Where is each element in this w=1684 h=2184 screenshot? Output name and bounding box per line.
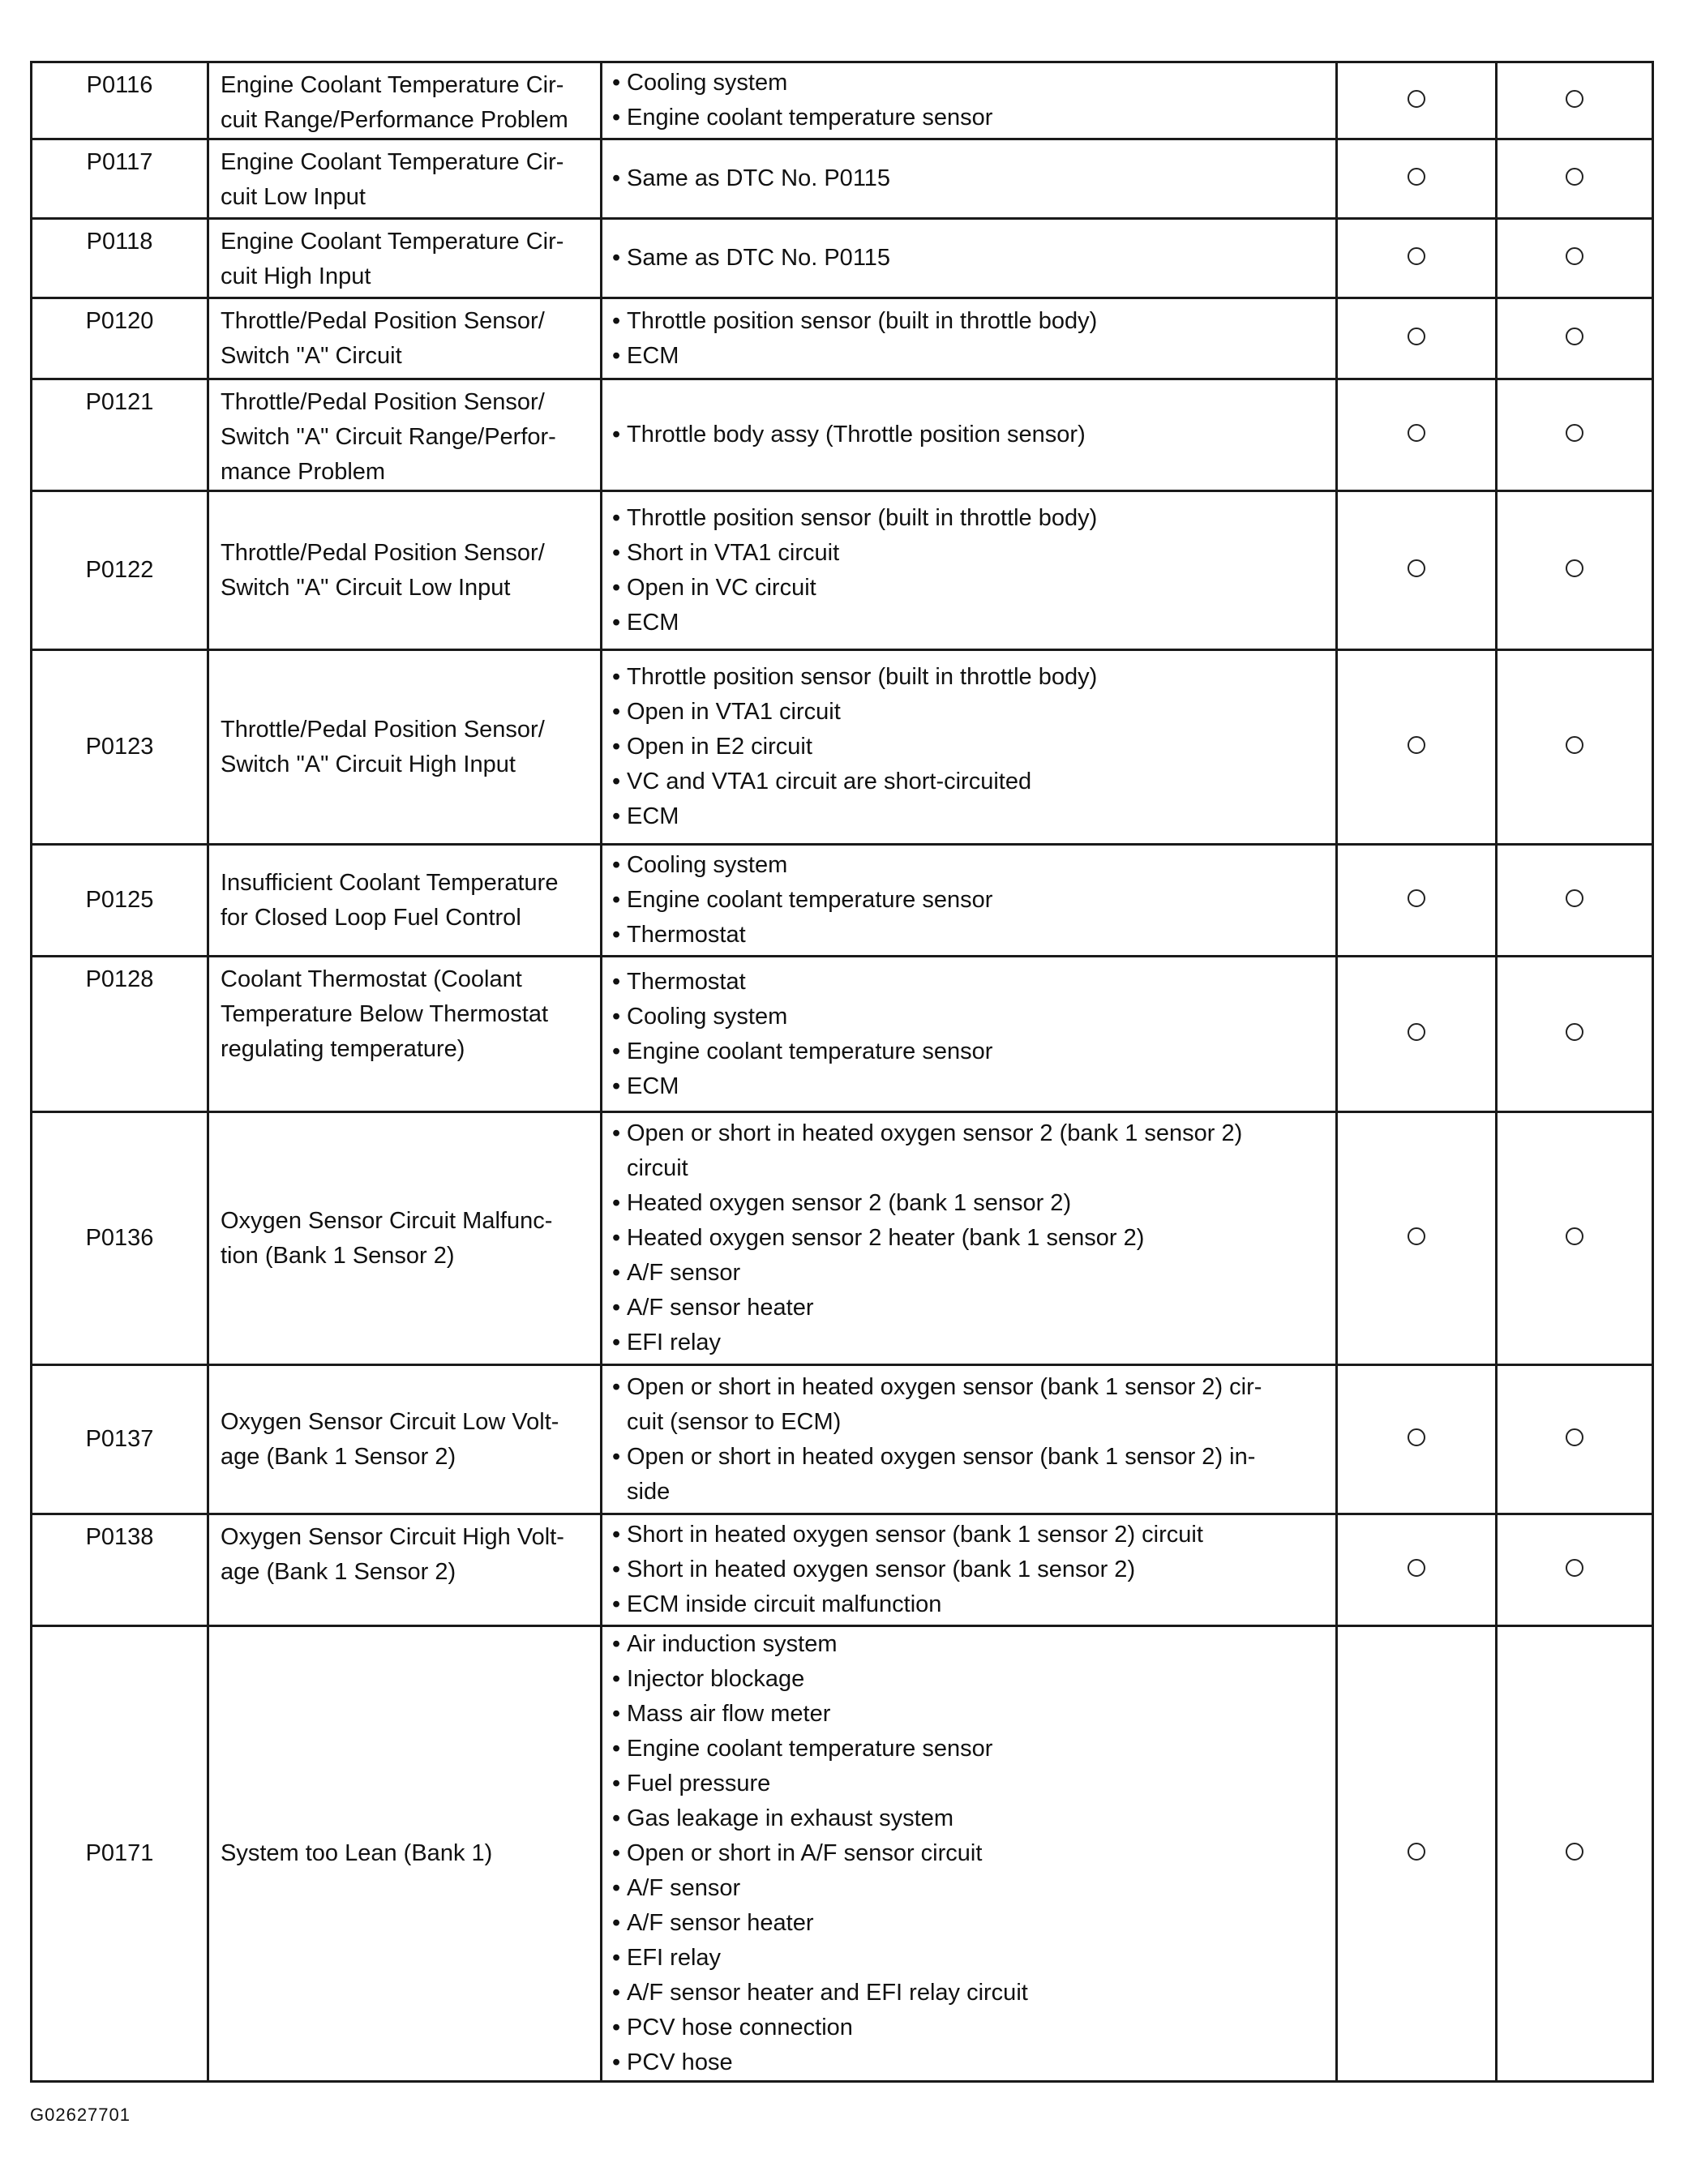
memory-cell bbox=[1497, 379, 1653, 491]
mil-cell bbox=[1337, 1112, 1497, 1365]
dtc-table-body bbox=[32, 62, 1653, 2082]
trouble-area-text: • ECM bbox=[627, 609, 679, 636]
trouble-area-text: • Short in heated oxygen sensor (bank 1 sensor 2) bbox=[627, 1557, 1136, 1582]
memory-cell bbox=[1497, 1626, 1653, 2082]
trouble-area-text: • Same as DTC No. P0115 bbox=[627, 165, 891, 191]
dtc-code: P0137 bbox=[85, 1426, 154, 1452]
dtc-code: P0136 bbox=[85, 1225, 154, 1251]
trouble-area-item bbox=[612, 848, 1327, 883]
trouble-area-text: • Open or short in A/F sensor circuit bbox=[627, 1840, 983, 1866]
detection-item-line: Switch "A" Circuit bbox=[221, 343, 402, 369]
trouble-area-text: • Cooling system bbox=[627, 1003, 788, 1030]
mil-cell bbox=[1337, 1365, 1497, 1514]
dtc-code: P0123 bbox=[85, 734, 154, 760]
trouble-area-list bbox=[612, 965, 1327, 1104]
trouble-area-cell bbox=[602, 1514, 1337, 1626]
memory-cell bbox=[1497, 139, 1653, 219]
detection-item-cell bbox=[208, 491, 602, 650]
trouble-area-text: • Mass air flow meter bbox=[627, 1701, 831, 1727]
detection-item-line: cuit Range/Performance Problem bbox=[221, 107, 568, 133]
trouble-area-item bbox=[612, 730, 1327, 764]
detection-item-cell bbox=[208, 219, 602, 298]
trouble-area-text: • A/F sensor bbox=[627, 1875, 741, 1901]
dtc-code-cell bbox=[32, 845, 208, 957]
trouble-area-item bbox=[612, 2011, 1327, 2045]
dtc-code-cell bbox=[32, 491, 208, 650]
trouble-area-item bbox=[612, 1221, 1327, 1256]
trouble-area-item bbox=[612, 501, 1327, 536]
trouble-area-list bbox=[612, 1116, 1327, 1360]
detection-item-line: mance Problem bbox=[221, 459, 386, 485]
trouble-area-text: • ECM bbox=[627, 342, 679, 369]
detection-item-line: age (Bank 1 Sensor 2) bbox=[221, 1559, 456, 1585]
trouble-area-text: • Injector blockage bbox=[627, 1666, 805, 1692]
mil-cell bbox=[1337, 298, 1497, 379]
trouble-area-text: • Thermostat bbox=[627, 968, 746, 995]
detection-item-line: Throttle/Pedal Position Sensor/ bbox=[221, 389, 545, 415]
memory-cell bbox=[1497, 298, 1653, 379]
mil-circle-icon bbox=[1408, 559, 1425, 577]
memory-circle-icon bbox=[1566, 1559, 1583, 1577]
mil-cell bbox=[1337, 1514, 1497, 1626]
mil-cell bbox=[1337, 1626, 1497, 2082]
dtc-code: P0116 bbox=[86, 72, 153, 98]
mil-cell bbox=[1337, 491, 1497, 650]
detection-item-line: for Closed Loop Fuel Control bbox=[221, 904, 521, 931]
trouble-area-text: • Gas leakage in exhaust system bbox=[627, 1805, 953, 1831]
mil-circle-icon bbox=[1408, 1023, 1425, 1041]
trouble-area-cell bbox=[602, 650, 1337, 845]
dtc-code-cell bbox=[32, 379, 208, 491]
mil-circle-icon bbox=[1408, 1428, 1425, 1446]
trouble-area-list bbox=[612, 418, 1327, 452]
trouble-area-text: • Cooling system bbox=[627, 70, 788, 96]
trouble-area-item bbox=[612, 1518, 1327, 1552]
table-row bbox=[32, 219, 1653, 298]
dtc-table bbox=[30, 61, 1654, 2083]
detection-item-cell bbox=[208, 957, 602, 1112]
mil-circle-icon bbox=[1408, 90, 1425, 108]
trouble-area-list bbox=[612, 848, 1327, 953]
trouble-area-item bbox=[612, 1325, 1327, 1360]
detection-item-cell bbox=[208, 1112, 602, 1365]
trouble-area-text: circuit bbox=[627, 1155, 688, 1181]
trouble-area-text: • ECM bbox=[627, 1073, 679, 1099]
detection-item-line: Switch "A" Circuit High Input bbox=[221, 751, 516, 777]
memory-circle-icon bbox=[1566, 424, 1583, 442]
dtc-code-cell bbox=[32, 1112, 208, 1365]
mil-circle-icon bbox=[1408, 1227, 1425, 1245]
trouble-area-cell bbox=[602, 491, 1337, 650]
trouble-area-list bbox=[612, 161, 1327, 196]
trouble-area-text: • Short in VTA1 circuit bbox=[627, 539, 840, 566]
trouble-area-list bbox=[612, 501, 1327, 640]
dtc-code: P0128 bbox=[85, 966, 154, 992]
trouble-area-item bbox=[612, 1941, 1327, 1976]
table-row bbox=[32, 1626, 1653, 2082]
detection-item-line: Throttle/Pedal Position Sensor/ bbox=[221, 539, 545, 566]
memory-circle-icon bbox=[1566, 90, 1583, 108]
trouble-area-list bbox=[612, 241, 1327, 276]
detection-item-line: Oxygen Sensor Circuit High Volt- bbox=[221, 1524, 564, 1550]
detection-item-line: regulating temperature) bbox=[221, 1036, 465, 1062]
trouble-area-item bbox=[612, 304, 1327, 339]
memory-cell bbox=[1497, 845, 1653, 957]
trouble-area-text: • Open in E2 circuit bbox=[627, 734, 812, 760]
trouble-area-item bbox=[612, 660, 1327, 695]
table-row bbox=[32, 379, 1653, 491]
trouble-area-item bbox=[612, 101, 1327, 135]
table-row bbox=[32, 298, 1653, 379]
trouble-area-item bbox=[612, 161, 1327, 196]
trouble-area-text: • A/F sensor bbox=[627, 1260, 741, 1286]
trouble-area-item bbox=[612, 339, 1327, 374]
dtc-code-cell bbox=[32, 298, 208, 379]
trouble-area-item bbox=[612, 571, 1327, 606]
trouble-area-text: • Engine coolant temperature sensor bbox=[627, 1736, 993, 1762]
detection-item-cell bbox=[208, 650, 602, 845]
dtc-code-cell bbox=[32, 957, 208, 1112]
trouble-area-text: cuit (sensor to ECM) bbox=[627, 1408, 842, 1435]
trouble-area-text: • Heated oxygen sensor 2 heater (bank 1 sensor 2) bbox=[627, 1225, 1145, 1251]
dtc-code: P0138 bbox=[85, 1524, 154, 1550]
trouble-area-text: • Throttle position sensor (built in throttle body) bbox=[627, 664, 1098, 690]
trouble-area-text: • Open or short in heated oxygen sensor (bank 1 sensor 2) in- bbox=[627, 1443, 1256, 1470]
trouble-area-text: • Cooling system bbox=[627, 852, 788, 878]
mil-cell bbox=[1337, 139, 1497, 219]
memory-circle-icon bbox=[1566, 559, 1583, 577]
trouble-area-item bbox=[612, 2045, 1327, 2080]
detection-item-line: System too Lean (Bank 1) bbox=[221, 1840, 493, 1866]
trouble-area-item bbox=[612, 799, 1327, 834]
table-row bbox=[32, 1514, 1653, 1626]
detection-item-line: Engine Coolant Temperature Cir- bbox=[221, 149, 564, 175]
trouble-area-text: • Air induction system bbox=[627, 1631, 838, 1657]
trouble-area-cell bbox=[602, 957, 1337, 1112]
trouble-area-item bbox=[612, 1836, 1327, 1871]
detection-item-cell bbox=[208, 379, 602, 491]
memory-circle-icon bbox=[1566, 1227, 1583, 1245]
mil-circle-icon bbox=[1408, 424, 1425, 442]
trouble-area-item bbox=[612, 1000, 1327, 1034]
memory-circle-icon bbox=[1566, 247, 1583, 265]
dtc-code-cell bbox=[32, 1365, 208, 1514]
trouble-area-item bbox=[612, 1906, 1327, 1941]
detection-item-cell bbox=[208, 845, 602, 957]
mil-circle-icon bbox=[1408, 168, 1425, 186]
detection-item-line: Oxygen Sensor Circuit Low Volt- bbox=[221, 1408, 559, 1435]
memory-cell bbox=[1497, 1365, 1653, 1514]
trouble-area-text: • Same as DTC No. P0115 bbox=[627, 245, 891, 271]
memory-circle-icon bbox=[1566, 736, 1583, 754]
table-row bbox=[32, 491, 1653, 650]
table-row bbox=[32, 1365, 1653, 1514]
table-row bbox=[32, 1112, 1653, 1365]
trouble-area-item bbox=[612, 965, 1327, 1000]
memory-cell bbox=[1497, 219, 1653, 298]
trouble-area-text: • Fuel pressure bbox=[627, 1771, 771, 1796]
dtc-code-cell bbox=[32, 219, 208, 298]
dtc-code: P0117 bbox=[86, 149, 153, 175]
dtc-code: P0125 bbox=[85, 887, 154, 913]
mil-cell bbox=[1337, 957, 1497, 1112]
mil-cell bbox=[1337, 650, 1497, 845]
trouble-area-item bbox=[612, 1291, 1327, 1325]
dtc-code-cell bbox=[32, 139, 208, 219]
trouble-area-text: • Throttle position sensor (built in throttle body) bbox=[627, 307, 1098, 334]
mil-cell bbox=[1337, 379, 1497, 491]
trouble-area-text: • ECM bbox=[627, 803, 679, 829]
mil-cell bbox=[1337, 845, 1497, 957]
dtc-code-cell bbox=[32, 1626, 208, 2082]
detection-item-line: Insufficient Coolant Temperature bbox=[221, 869, 559, 896]
detection-item-line: Switch "A" Circuit Low Input bbox=[221, 574, 511, 601]
trouble-area-item bbox=[612, 536, 1327, 571]
trouble-area-cell bbox=[602, 298, 1337, 379]
trouble-area-cell bbox=[602, 1365, 1337, 1514]
trouble-area-item bbox=[612, 1627, 1327, 1662]
detection-item-line: Oxygen Sensor Circuit Malfunc- bbox=[221, 1207, 553, 1234]
memory-cell bbox=[1497, 1112, 1653, 1365]
trouble-area-item bbox=[612, 241, 1327, 276]
trouble-area-text: • Open or short in heated oxygen sensor (bank 1 sensor 2) cir- bbox=[627, 1373, 1262, 1400]
detection-item-cell bbox=[208, 1365, 602, 1514]
trouble-area-item bbox=[612, 1587, 1327, 1622]
trouble-area-item bbox=[612, 764, 1327, 799]
trouble-area-text: • Open in VTA1 circuit bbox=[627, 699, 841, 725]
detection-item-cell bbox=[208, 62, 602, 139]
trouble-area-item bbox=[612, 1976, 1327, 2011]
trouble-area-text: • PCV hose bbox=[627, 2049, 733, 2075]
trouble-area-cell bbox=[602, 1112, 1337, 1365]
trouble-area-text: • EFI relay bbox=[627, 1945, 722, 1971]
memory-cell bbox=[1497, 491, 1653, 650]
table-row bbox=[32, 139, 1653, 219]
memory-cell bbox=[1497, 62, 1653, 139]
mil-circle-icon bbox=[1408, 889, 1425, 907]
detection-item-cell bbox=[208, 1626, 602, 2082]
memory-cell bbox=[1497, 1514, 1653, 1626]
dtc-code-cell bbox=[32, 62, 208, 139]
trouble-area-text: • EFI relay bbox=[627, 1330, 722, 1355]
trouble-area-list bbox=[612, 1627, 1327, 2080]
detection-item-line: cuit Low Input bbox=[221, 184, 366, 210]
trouble-area-list bbox=[612, 660, 1327, 834]
trouble-area-item bbox=[612, 1069, 1327, 1104]
trouble-area-list bbox=[612, 1518, 1327, 1622]
trouble-area-cell bbox=[602, 1626, 1337, 2082]
detection-item-line: Temperature Below Thermostat bbox=[221, 1001, 549, 1027]
trouble-area-cell bbox=[602, 139, 1337, 219]
trouble-area-item bbox=[612, 1116, 1327, 1186]
figure-id: G02627701 bbox=[30, 2105, 131, 2125]
trouble-area-list bbox=[612, 1370, 1327, 1510]
trouble-area-item bbox=[612, 1697, 1327, 1732]
trouble-area-cell bbox=[602, 219, 1337, 298]
trouble-area-list bbox=[612, 304, 1327, 374]
trouble-area-cell bbox=[602, 845, 1337, 957]
memory-circle-icon bbox=[1566, 1428, 1583, 1446]
detection-item-line: Engine Coolant Temperature Cir- bbox=[221, 229, 564, 255]
memory-circle-icon bbox=[1566, 328, 1583, 345]
trouble-area-text: • Throttle position sensor (built in throttle body) bbox=[627, 504, 1098, 531]
trouble-area-item bbox=[612, 1034, 1327, 1069]
dtc-code: P0171 bbox=[85, 1840, 154, 1866]
trouble-area-text: • A/F sensor heater bbox=[627, 1910, 814, 1936]
trouble-area-item bbox=[612, 1186, 1327, 1221]
detection-item-cell bbox=[208, 139, 602, 219]
table-row bbox=[32, 845, 1653, 957]
trouble-area-item bbox=[612, 1552, 1327, 1587]
detection-item-line: cuit High Input bbox=[221, 263, 371, 289]
trouble-area-text: • Open or short in heated oxygen sensor 2 (bank 1 sensor 2) bbox=[627, 1120, 1243, 1146]
detection-item-line: Throttle/Pedal Position Sensor/ bbox=[221, 308, 545, 334]
detection-item-line: tion (Bank 1 Sensor 2) bbox=[221, 1242, 455, 1269]
trouble-area-item bbox=[612, 918, 1327, 953]
trouble-area-item bbox=[612, 1871, 1327, 1906]
dtc-code: P0120 bbox=[85, 308, 154, 334]
trouble-area-text: • Engine coolant temperature sensor bbox=[627, 105, 993, 131]
detection-item-line: Throttle/Pedal Position Sensor/ bbox=[221, 716, 545, 743]
memory-cell bbox=[1497, 650, 1653, 845]
dtc-code: P0121 bbox=[85, 389, 154, 415]
trouble-area-text: • PCV hose connection bbox=[627, 2015, 853, 2041]
trouble-area-item bbox=[612, 1732, 1327, 1766]
dtc-code: P0118 bbox=[86, 229, 153, 255]
memory-circle-icon bbox=[1566, 1023, 1583, 1041]
trouble-area-list bbox=[612, 66, 1327, 135]
detection-item-cell bbox=[208, 298, 602, 379]
trouble-area-item bbox=[612, 418, 1327, 452]
trouble-area-cell bbox=[602, 62, 1337, 139]
dtc-code-cell bbox=[32, 1514, 208, 1626]
table-row bbox=[32, 62, 1653, 139]
detection-item-cell bbox=[208, 1514, 602, 1626]
memory-circle-icon bbox=[1566, 168, 1583, 186]
trouble-area-text: • Open in VC circuit bbox=[627, 574, 816, 601]
mil-circle-icon bbox=[1408, 328, 1425, 345]
mil-cell bbox=[1337, 219, 1497, 298]
trouble-area-text: • Short in heated oxygen sensor (bank 1 sensor 2) circuit bbox=[627, 1522, 1203, 1548]
dtc-code-cell bbox=[32, 650, 208, 845]
trouble-area-cell bbox=[602, 379, 1337, 491]
trouble-area-item bbox=[612, 695, 1327, 730]
trouble-area-item bbox=[612, 1766, 1327, 1801]
trouble-area-text: • A/F sensor heater and EFI relay circuit bbox=[627, 1980, 1028, 2006]
mil-cell bbox=[1337, 62, 1497, 139]
trouble-area-item bbox=[612, 1370, 1327, 1440]
trouble-area-item bbox=[612, 66, 1327, 101]
trouble-area-text: • Throttle body assy (Throttle position sensor) bbox=[627, 422, 1086, 448]
table-row bbox=[32, 957, 1653, 1112]
trouble-area-text: • Heated oxygen sensor 2 (bank 1 sensor 2) bbox=[627, 1190, 1072, 1216]
trouble-area-item bbox=[612, 1440, 1327, 1510]
dtc-code: P0122 bbox=[85, 557, 154, 583]
detection-item-line: Coolant Thermostat (Coolant bbox=[221, 966, 522, 992]
trouble-area-text: side bbox=[627, 1478, 671, 1505]
mil-circle-icon bbox=[1408, 247, 1425, 265]
detection-item-line: age (Bank 1 Sensor 2) bbox=[221, 1443, 456, 1470]
mil-circle-icon bbox=[1408, 1559, 1425, 1577]
memory-circle-icon bbox=[1566, 889, 1583, 907]
detection-item-line: Switch "A" Circuit Range/Perfor- bbox=[221, 424, 556, 450]
trouble-area-text: • A/F sensor heater bbox=[627, 1295, 814, 1321]
trouble-area-text: • VC and VTA1 circuit are short-circuited bbox=[627, 769, 1032, 794]
trouble-area-item bbox=[612, 606, 1327, 640]
table-row bbox=[32, 650, 1653, 845]
trouble-area-item bbox=[612, 1801, 1327, 1836]
trouble-area-text: • ECM inside circuit malfunction bbox=[627, 1591, 942, 1617]
trouble-area-item bbox=[612, 1662, 1327, 1697]
memory-cell bbox=[1497, 957, 1653, 1112]
trouble-area-text: • Engine coolant temperature sensor bbox=[627, 1038, 993, 1064]
detection-item-line: Engine Coolant Temperature Cir- bbox=[221, 72, 564, 98]
trouble-area-item bbox=[612, 1256, 1327, 1291]
memory-circle-icon bbox=[1566, 1843, 1583, 1861]
trouble-area-item bbox=[612, 883, 1327, 918]
trouble-area-text: • Engine coolant temperature sensor bbox=[627, 887, 993, 913]
mil-circle-icon bbox=[1408, 736, 1425, 754]
trouble-area-text: • Thermostat bbox=[627, 922, 746, 948]
mil-circle-icon bbox=[1408, 1843, 1425, 1861]
